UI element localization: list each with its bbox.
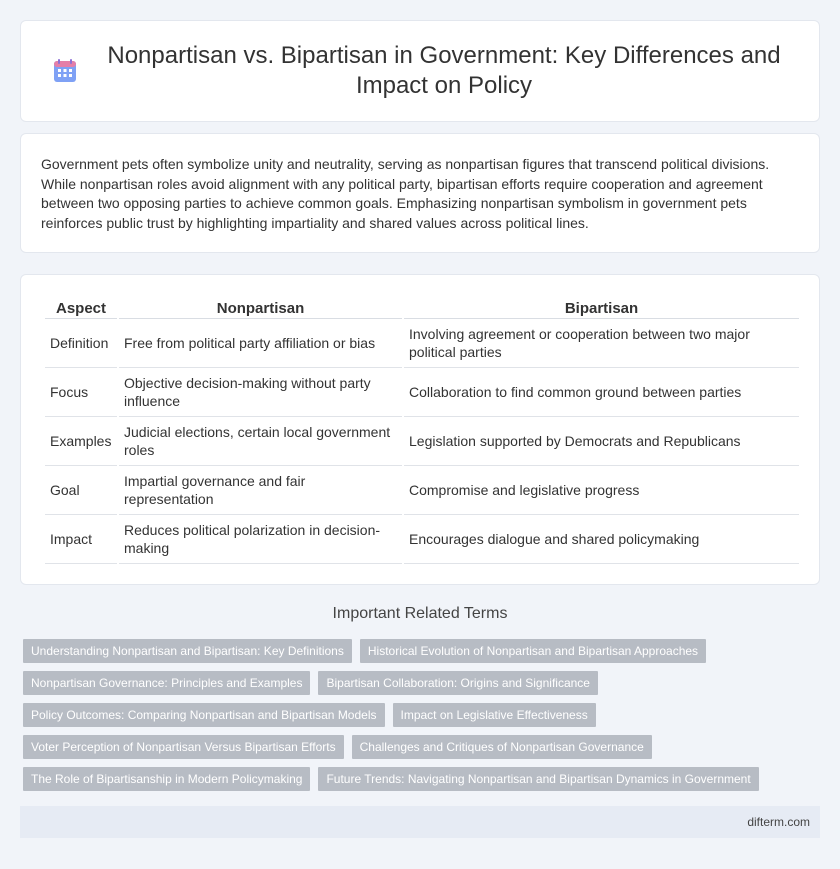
table-row <box>45 417 799 466</box>
table-cell-bipartisan: Involving agreement or cooperation between two major political parties <box>404 319 799 368</box>
column-header-bipartisan: Bipartisan <box>404 295 799 319</box>
related-term-tag[interactable]: The Role of Bipartisanship in Modern Policymaking <box>23 767 310 791</box>
related-term-tag[interactable]: Historical Evolution of Nonpartisan and Bipartisan Approaches <box>360 639 706 663</box>
related-terms-list <box>23 639 823 799</box>
header-card <box>20 20 820 122</box>
page-title: Nonpartisan vs. Bipartisan in Government: Key Differences and Impact on Policy <box>107 42 781 99</box>
intro-card <box>20 133 820 253</box>
tag-row <box>23 703 823 727</box>
table-row <box>45 319 799 368</box>
table-cell-aspect: Definition <box>45 319 117 368</box>
site-link[interactable]: difterm.com <box>747 815 810 829</box>
comparison-table <box>43 295 801 564</box>
comparison-table-card <box>20 274 820 585</box>
related-term-tag[interactable]: Impact on Legislative Effectiveness <box>393 703 596 727</box>
related-term-tag[interactable]: Challenges and Critiques of Nonpartisan Governance <box>352 735 652 759</box>
related-term-tag[interactable]: Understanding Nonpartisan and Bipartisan: Key Definitions <box>23 639 352 663</box>
tag-row <box>23 767 823 791</box>
table-cell-nonpartisan: Judicial elections, certain local government roles <box>119 417 402 466</box>
table-row <box>45 515 799 564</box>
table-cell-aspect: Impact <box>45 515 117 564</box>
intro-paragraph: Government pets often symbolize unity and neutrality, serving as nonpartisan figures that transcend political divisions. While nonpartisan roles avoid alignment with any political party, bipartisan efforts require cooperation and agreement between two opposing parties to achieve common goals. Emphasizing nonpartisan symbolism in government pets reinforces public trust by highlighting impartiality and shared values across political lines. <box>41 156 770 231</box>
related-term-tag[interactable]: Nonpartisan Governance: Principles and Examples <box>23 671 310 695</box>
footer <box>20 806 820 838</box>
tag-row <box>23 639 823 663</box>
table-cell-nonpartisan: Reduces political polarization in decision-making <box>119 515 402 564</box>
tag-row <box>23 671 823 695</box>
column-header-nonpartisan: Nonpartisan <box>119 295 402 319</box>
table-row <box>45 368 799 417</box>
table-cell-bipartisan: Legislation supported by Democrats and Republicans <box>404 417 799 466</box>
related-terms-heading: Important Related Terms <box>332 605 508 622</box>
table-cell-nonpartisan: Free from political party affiliation or bias <box>119 319 402 368</box>
table-cell-aspect: Goal <box>45 466 117 515</box>
related-term-tag[interactable]: Policy Outcomes: Comparing Nonpartisan and Bipartisan Models <box>23 703 385 727</box>
tag-row <box>23 735 823 759</box>
table-cell-nonpartisan: Impartial governance and fair representation <box>119 466 402 515</box>
table-cell-nonpartisan: Objective decision-making without party influence <box>119 368 402 417</box>
table-cell-bipartisan: Compromise and legislative progress <box>404 466 799 515</box>
table-cell-aspect: Focus <box>45 368 117 417</box>
table-cell-aspect: Examples <box>45 417 117 466</box>
table-cell-bipartisan: Collaboration to find common ground between parties <box>404 368 799 417</box>
calendar-grid-icon <box>51 57 79 85</box>
column-header-aspect: Aspect <box>45 295 117 319</box>
related-term-tag[interactable]: Voter Perception of Nonpartisan Versus Bipartisan Efforts <box>23 735 344 759</box>
related-term-tag[interactable]: Bipartisan Collaboration: Origins and Significance <box>318 671 597 695</box>
table-cell-bipartisan: Encourages dialogue and shared policymaking <box>404 515 799 564</box>
table-row <box>45 466 799 515</box>
table-header-row <box>45 295 799 319</box>
related-term-tag[interactable]: Future Trends: Navigating Nonpartisan and Bipartisan Dynamics in Government <box>318 767 758 791</box>
